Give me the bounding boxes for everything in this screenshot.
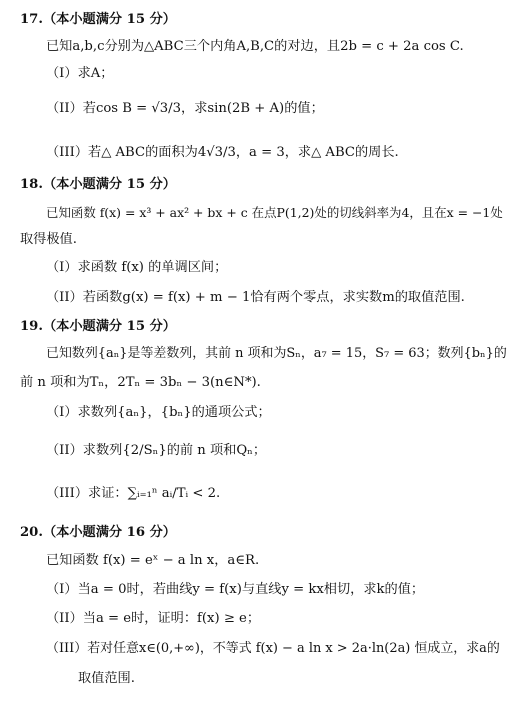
problem-17-stem: 已知a,b,c分别为△ABC三个内角A,B,C的对边，且2b = c + 2a cos C. [46,39,464,54]
problem-18-heading: 18.（本小题满分 15 分） [20,177,176,192]
problem-17-part-1: （I）求A； [46,66,114,81]
problem-20-part-3-continuation: 取值范围. [78,671,135,686]
problem-17-part-2: （II）若cos B = √3/3，求sin(2B + A)的值； [46,101,324,116]
problem-19-heading: 19.（本小题满分 15 分） [20,319,176,334]
problem-20-heading: 20.（本小题满分 16 分） [20,525,176,540]
problem-19-part-3: （III）求证：∑ᵢ₌₁ⁿ aᵢ/Tᵢ < 2. [46,486,221,501]
problem-20-part-1: （I）当a = 0时，若曲线y = f(x)与直线y = kx相切，求k的值； [46,582,425,597]
problem-19-stem-line-1: 已知数列{aₙ}是等差数列，其前 n 项和为Sₙ，a₇ = 15，S₇ = 63；数列{bₙ}的 [46,346,507,361]
problem-17-heading: 17.（本小题满分 15 分） [20,12,176,27]
problem-18-stem-line-2: 取得极值. [20,232,77,247]
problem-20-part-2: （II）当a = e时，证明：f(x) ≥ e； [46,611,261,626]
problem-19-part-1: （I）求数列{aₙ}，{bₙ}的通项公式； [46,405,271,420]
problem-17-part-3: （III）若△ ABC的面积为4√3/3，a = 3，求△ ABC的周长. [46,145,399,160]
problem-18-part-1: （I）求函数 f(x) 的单调区间； [46,260,228,275]
problem-19-stem-line-2: 前 n 项和为Tₙ，2Tₙ = 3bₙ − 3(n∈N*). [20,375,261,390]
problem-18-part-2: （II）若函数g(x) = f(x) + m − 1恰有两个零点，求实数m的取值范围. [46,290,465,305]
problem-20-part-3: （III）若对任意x∈(0,+∞)，不等式 f(x) − a ln x > 2a·ln(2a) 恒成立，求a的 [46,641,500,656]
problem-19-part-2: （II）求数列{2/Sₙ}的前 n 项和Qₙ； [46,443,267,458]
problem-20-stem: 已知函数 f(x) = eˣ − a ln x，a∈R. [46,553,260,568]
problem-18-stem-line-1: 已知函数 f(x) = x³ + ax² + bx + c 在点P(1,2)处的切线斜率为4，且在x = −1处 [46,205,503,220]
